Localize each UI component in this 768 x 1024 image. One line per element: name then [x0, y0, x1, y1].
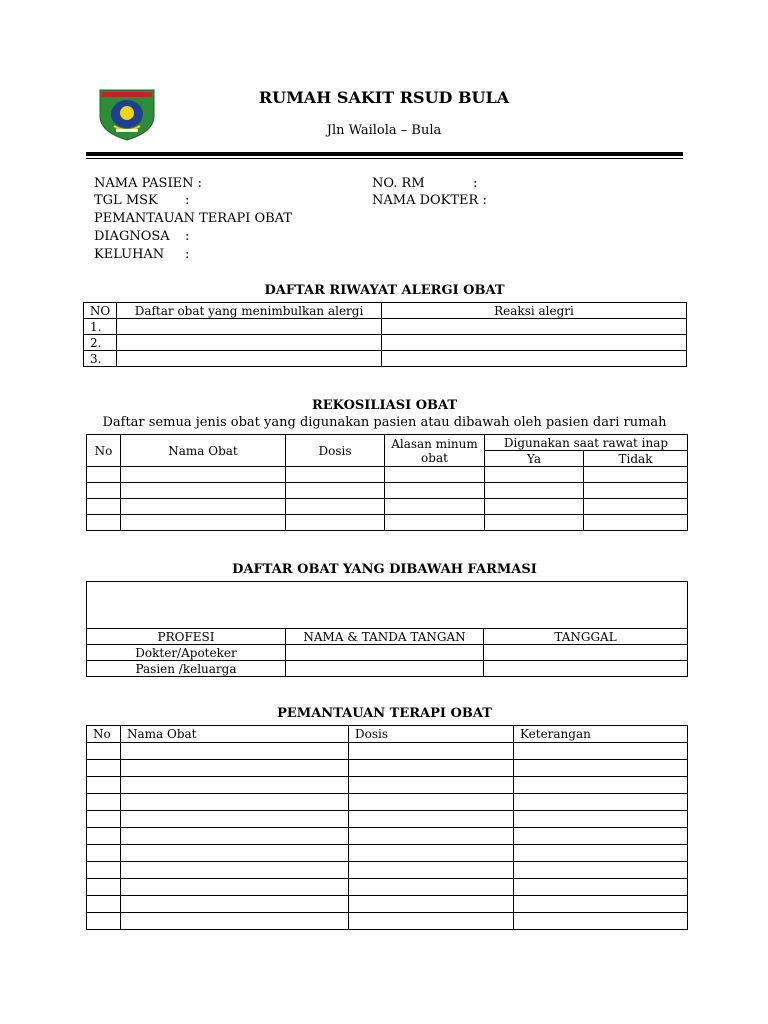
field-nama-pasien: NAMA PASIEN : — [94, 176, 202, 191]
header-alasan: Alasan minum obat — [385, 435, 485, 467]
cell[interactable] — [349, 743, 514, 760]
table-row — [84, 351, 687, 367]
cell[interactable] — [485, 515, 584, 531]
header-dosis: Dosis — [349, 726, 514, 743]
header-keterangan: Keterangan — [514, 726, 688, 743]
table-row — [87, 661, 688, 677]
section-title-pemantauan: PEMANTAUAN TERAPI OBAT — [277, 706, 492, 721]
table-row — [84, 319, 687, 335]
cell[interactable] — [584, 499, 688, 515]
table-row — [87, 862, 688, 879]
allergy-table — [83, 302, 687, 367]
header-obat-alergi: Daftar obat yang menimbulkan alergi — [117, 303, 382, 319]
header-tidak: Tidak — [584, 451, 688, 467]
date-cell[interactable] — [484, 645, 688, 661]
cell[interactable] — [514, 794, 688, 811]
cell[interactable] — [87, 483, 121, 499]
section-title-rekonsiliasi: REKOSILIASI OBAT — [311, 398, 458, 413]
header-tanggal: TANGGAL — [484, 629, 688, 645]
cell[interactable] — [349, 777, 514, 794]
field-pemantauan: PEMANTAUAN TERAPI OBAT — [94, 211, 293, 226]
cell[interactable] — [121, 879, 349, 896]
cell[interactable] — [514, 862, 688, 879]
table-row — [87, 645, 688, 661]
table-row — [87, 467, 688, 483]
table-row — [87, 483, 688, 499]
cell[interactable] — [385, 467, 485, 483]
cell[interactable] — [87, 811, 121, 828]
cell[interactable] — [121, 845, 349, 862]
profesi-label: Pasien /keluarga — [87, 661, 286, 677]
cell[interactable] — [514, 811, 688, 828]
header-profesi: PROFESI — [87, 629, 286, 645]
cell[interactable] — [349, 879, 514, 896]
header-digunakan: Digunakan saat rawat inap — [485, 435, 688, 451]
header-no: No — [87, 435, 121, 467]
cell[interactable] — [349, 913, 514, 930]
cell[interactable] — [121, 794, 349, 811]
table-row — [87, 777, 688, 794]
notes-row — [87, 582, 688, 629]
reaksi-cell[interactable] — [382, 351, 687, 367]
monitoring-table — [86, 725, 688, 930]
header-nama-obat: Nama Obat — [121, 435, 286, 467]
cell[interactable] — [385, 499, 485, 515]
pharmacy-table — [86, 581, 688, 677]
cell[interactable] — [121, 743, 349, 760]
colon: : — [185, 229, 190, 244]
cell[interactable] — [87, 515, 121, 531]
cell[interactable] — [87, 879, 121, 896]
date-cell[interactable] — [484, 661, 688, 677]
field-keluhan: KELUHAN — [94, 247, 165, 262]
field-diagnosa: DIAGNOSA — [94, 229, 170, 244]
header-reaksi: Reaksi alegri — [382, 303, 687, 319]
cell[interactable] — [349, 828, 514, 845]
colon: : — [473, 176, 478, 191]
header-no: NO — [84, 303, 117, 319]
cell[interactable] — [514, 896, 688, 913]
cell[interactable] — [485, 499, 584, 515]
cell[interactable] — [514, 760, 688, 777]
signature-cell[interactable] — [286, 645, 484, 661]
cell[interactable] — [87, 777, 121, 794]
cell[interactable] — [87, 896, 121, 913]
row-number: 1. — [84, 319, 117, 335]
cell[interactable] — [121, 760, 349, 777]
cell[interactable] — [87, 828, 121, 845]
cell[interactable] — [121, 896, 349, 913]
table-row — [87, 896, 688, 913]
cell[interactable] — [87, 862, 121, 879]
reaksi-cell[interactable] — [382, 335, 687, 351]
cell[interactable] — [87, 845, 121, 862]
cell[interactable] — [87, 467, 121, 483]
header-ya: Ya — [485, 451, 584, 467]
header-dosis: Dosis — [286, 435, 385, 467]
cell[interactable] — [87, 760, 121, 777]
table-row — [87, 913, 688, 930]
pharmacy-notes-box[interactable] — [87, 582, 688, 629]
field-nama-dokter: NAMA DOKTER : — [372, 193, 487, 208]
cell[interactable] — [349, 845, 514, 862]
table-row — [87, 515, 688, 531]
cell[interactable] — [385, 483, 485, 499]
cell[interactable] — [121, 913, 349, 930]
table-row — [87, 811, 688, 828]
cell[interactable] — [121, 467, 286, 483]
row-number: 3. — [84, 351, 117, 367]
header-nama-ttd: NAMA & TANDA TANGAN — [286, 629, 484, 645]
reaksi-cell[interactable] — [382, 319, 687, 335]
cell[interactable] — [286, 483, 385, 499]
cell[interactable] — [349, 794, 514, 811]
cell[interactable] — [121, 777, 349, 794]
cell[interactable] — [584, 483, 688, 499]
cell[interactable] — [349, 760, 514, 777]
cell[interactable] — [514, 879, 688, 896]
obat-cell[interactable] — [117, 335, 382, 351]
cell[interactable] — [87, 743, 121, 760]
header-no: No — [87, 726, 121, 743]
table-row — [87, 743, 688, 760]
obat-cell[interactable] — [117, 319, 382, 335]
cell[interactable] — [87, 794, 121, 811]
table-row — [87, 828, 688, 845]
hospital-address: Jln Wailola – Bula — [326, 123, 442, 138]
cell[interactable] — [121, 828, 349, 845]
table-row — [87, 794, 688, 811]
cell[interactable] — [121, 483, 286, 499]
field-tgl-msk: TGL MSK — [94, 193, 158, 208]
cell[interactable] — [121, 862, 349, 879]
cell[interactable] — [514, 828, 688, 845]
cell[interactable] — [514, 845, 688, 862]
cell[interactable] — [385, 515, 485, 531]
field-no-rm: NO. RM — [372, 176, 425, 191]
cell[interactable] — [286, 515, 385, 531]
section-title-farmasi: DAFTAR OBAT YANG DIBAWAH FARMASI — [232, 562, 537, 577]
cell[interactable] — [485, 483, 584, 499]
table-row — [87, 845, 688, 862]
cell[interactable] — [349, 862, 514, 879]
profesi-label: Dokter/Apoteker — [87, 645, 286, 661]
table-row — [87, 879, 688, 896]
table-row — [87, 499, 688, 515]
cell[interactable] — [584, 467, 688, 483]
table-row — [84, 335, 687, 351]
cell[interactable] — [485, 467, 584, 483]
hospital-logo — [96, 86, 158, 142]
header-divider — [86, 152, 683, 156]
cell[interactable] — [121, 811, 349, 828]
colon: : — [185, 193, 190, 208]
header-divider-thin — [86, 158, 683, 159]
table-row — [87, 760, 688, 777]
colon: : — [185, 247, 190, 262]
cell[interactable] — [514, 743, 688, 760]
header-nama-obat: Nama Obat — [121, 726, 349, 743]
cell[interactable] — [286, 499, 385, 515]
cell[interactable] — [514, 913, 688, 930]
cell[interactable] — [121, 499, 286, 515]
cell[interactable] — [584, 515, 688, 531]
cell[interactable] — [349, 896, 514, 913]
cell[interactable] — [514, 777, 688, 794]
signature-cell[interactable] — [286, 661, 484, 677]
cell[interactable] — [87, 499, 121, 515]
obat-cell[interactable] — [117, 351, 382, 367]
cell[interactable] — [286, 467, 385, 483]
cell[interactable] — [121, 515, 286, 531]
hospital-title: RUMAH SAKIT RSUD BULA — [258, 88, 510, 107]
reconciliation-table — [86, 434, 688, 531]
section-subtitle-rekonsiliasi: Daftar semua jenis obat yang digunakan pasien atau dibawah oleh pasien dari rumah — [102, 415, 667, 430]
cell[interactable] — [87, 913, 121, 930]
cell[interactable] — [349, 811, 514, 828]
row-number: 2. — [84, 335, 117, 351]
section-title-alergi: DAFTAR RIWAYAT ALERGI OBAT — [264, 283, 505, 298]
